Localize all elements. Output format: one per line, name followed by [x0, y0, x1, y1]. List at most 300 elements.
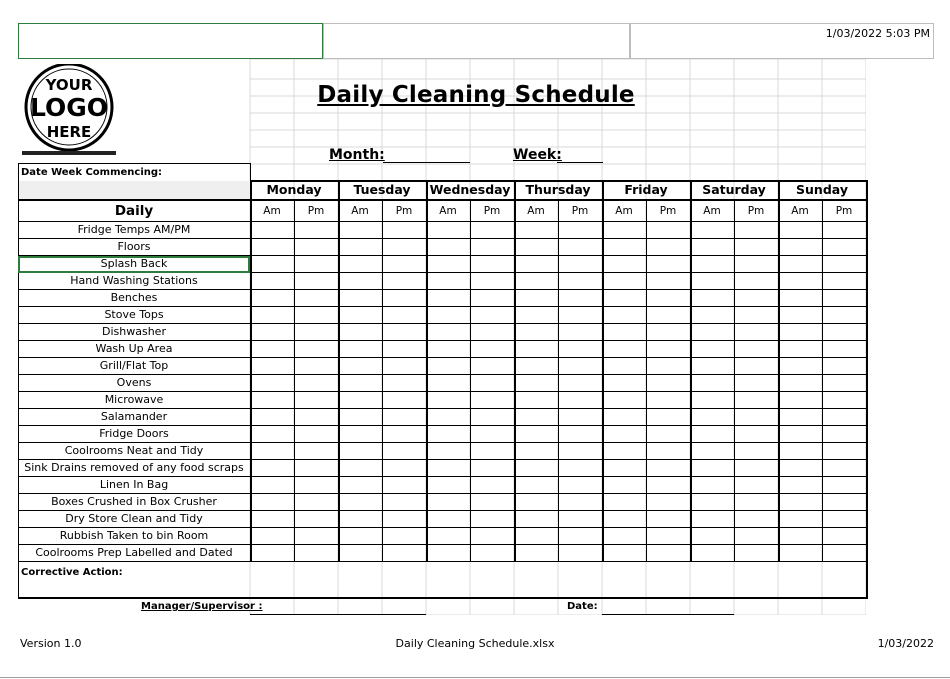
check-cell[interactable]	[559, 545, 602, 561]
check-cell[interactable]	[383, 477, 426, 493]
check-cell[interactable]	[691, 358, 734, 374]
check-cell[interactable]	[647, 324, 690, 340]
check-cell[interactable]	[647, 273, 690, 289]
check-cell[interactable]	[647, 528, 690, 544]
check-cell[interactable]	[779, 392, 822, 408]
check-cell[interactable]	[735, 273, 778, 289]
task-label: Rubbish Taken to bin Room	[59, 529, 209, 542]
check-cell[interactable]	[603, 443, 646, 459]
check-cell[interactable]	[427, 494, 470, 510]
check-cell[interactable]	[515, 392, 558, 408]
check-cell[interactable]	[779, 307, 822, 323]
check-cell[interactable]	[471, 511, 514, 527]
check-cell[interactable]	[295, 222, 338, 238]
check-cell[interactable]	[295, 290, 338, 306]
check-cell[interactable]	[515, 358, 558, 374]
check-cell[interactable]	[603, 222, 646, 238]
check-cell[interactable]	[383, 426, 426, 442]
check-cell[interactable]	[779, 256, 822, 272]
header-cell-center[interactable]	[323, 23, 630, 59]
check-cell[interactable]	[339, 290, 382, 306]
check-cell[interactable]	[735, 409, 778, 425]
check-cell[interactable]	[691, 375, 734, 391]
check-cell[interactable]	[691, 511, 734, 527]
dwc-left-border	[18, 163, 19, 199]
check-cell[interactable]	[691, 409, 734, 425]
check-cell[interactable]	[647, 239, 690, 255]
check-cell[interactable]	[383, 273, 426, 289]
check-cell[interactable]	[471, 290, 514, 306]
check-cell[interactable]	[383, 290, 426, 306]
check-cell[interactable]	[251, 290, 294, 306]
check-cell[interactable]	[691, 392, 734, 408]
check-cell[interactable]	[471, 375, 514, 391]
check-cell[interactable]	[471, 477, 514, 493]
check-cell[interactable]	[383, 545, 426, 561]
check-cell[interactable]	[647, 477, 690, 493]
check-cell[interactable]	[471, 545, 514, 561]
check-cell[interactable]	[823, 545, 866, 561]
check-cell[interactable]	[383, 511, 426, 527]
check-cell[interactable]	[471, 324, 514, 340]
check-cell[interactable]	[735, 528, 778, 544]
check-cell[interactable]	[779, 545, 822, 561]
check-cell[interactable]	[251, 443, 294, 459]
check-cell[interactable]	[735, 341, 778, 357]
check-cell[interactable]	[603, 256, 646, 272]
check-cell[interactable]	[735, 545, 778, 561]
check-cell[interactable]	[603, 511, 646, 527]
check-cell[interactable]	[603, 545, 646, 561]
check-cell[interactable]	[779, 409, 822, 425]
check-cell[interactable]	[427, 239, 470, 255]
check-cell[interactable]	[383, 528, 426, 544]
check-cell[interactable]	[691, 341, 734, 357]
check-cell[interactable]	[735, 290, 778, 306]
check-cell[interactable]	[823, 324, 866, 340]
check-cell[interactable]	[295, 307, 338, 323]
check-cell[interactable]	[559, 256, 602, 272]
check-cell[interactable]	[691, 273, 734, 289]
check-cell[interactable]	[471, 426, 514, 442]
check-cell[interactable]	[471, 460, 514, 476]
check-cell[interactable]	[339, 256, 382, 272]
check-cell[interactable]	[691, 256, 734, 272]
check-cell[interactable]	[603, 392, 646, 408]
check-cell[interactable]	[559, 324, 602, 340]
check-cell[interactable]	[559, 392, 602, 408]
check-cell[interactable]	[427, 222, 470, 238]
check-cell[interactable]	[251, 426, 294, 442]
check-cell[interactable]	[251, 239, 294, 255]
check-cell[interactable]	[779, 528, 822, 544]
check-cell[interactable]	[251, 358, 294, 374]
check-cell[interactable]	[427, 256, 470, 272]
header-cell-left[interactable]	[18, 23, 323, 59]
check-cell[interactable]	[251, 222, 294, 238]
check-cell[interactable]	[339, 545, 382, 561]
check-cell[interactable]	[735, 256, 778, 272]
date-signature-field[interactable]	[602, 599, 734, 614]
check-cell[interactable]	[515, 324, 558, 340]
check-cell[interactable]	[339, 392, 382, 408]
pm-header: Pm	[659, 205, 677, 217]
check-cell[interactable]	[735, 494, 778, 510]
check-cell[interactable]	[559, 341, 602, 357]
check-cell[interactable]	[823, 307, 866, 323]
check-cell[interactable]	[603, 528, 646, 544]
check-cell[interactable]	[295, 256, 338, 272]
check-cell[interactable]	[691, 307, 734, 323]
check-cell[interactable]	[251, 273, 294, 289]
check-cell[interactable]	[427, 341, 470, 357]
check-cell[interactable]	[647, 443, 690, 459]
check-cell[interactable]	[251, 392, 294, 408]
check-cell[interactable]	[603, 273, 646, 289]
check-cell[interactable]	[471, 307, 514, 323]
check-cell[interactable]	[823, 392, 866, 408]
task-label: Sink Drains removed of any food scraps	[24, 461, 244, 474]
corrective-action-field[interactable]	[19, 562, 865, 597]
check-cell[interactable]	[339, 341, 382, 357]
check-cell[interactable]	[779, 443, 822, 459]
check-cell[interactable]	[427, 358, 470, 374]
check-cell[interactable]	[647, 341, 690, 357]
check-cell[interactable]	[515, 511, 558, 527]
check-cell[interactable]	[735, 307, 778, 323]
check-cell[interactable]	[515, 239, 558, 255]
check-cell[interactable]	[383, 324, 426, 340]
check-cell[interactable]	[383, 341, 426, 357]
check-cell[interactable]	[779, 426, 822, 442]
week-label: Week:	[513, 147, 562, 163]
check-cell[interactable]	[603, 324, 646, 340]
check-cell[interactable]	[735, 392, 778, 408]
check-cell[interactable]	[471, 341, 514, 357]
check-cell[interactable]	[603, 409, 646, 425]
check-cell[interactable]	[471, 392, 514, 408]
check-cell[interactable]	[559, 409, 602, 425]
check-cell[interactable]	[823, 494, 866, 510]
check-cell[interactable]	[339, 460, 382, 476]
check-cell[interactable]	[427, 528, 470, 544]
check-cell[interactable]	[339, 273, 382, 289]
check-cell[interactable]	[339, 426, 382, 442]
check-cell[interactable]	[559, 528, 602, 544]
check-cell[interactable]	[603, 358, 646, 374]
check-cell[interactable]	[823, 239, 866, 255]
check-cell[interactable]	[603, 460, 646, 476]
check-cell[interactable]	[559, 375, 602, 391]
check-cell[interactable]	[779, 511, 822, 527]
check-cell[interactable]	[515, 290, 558, 306]
check-cell[interactable]	[559, 494, 602, 510]
check-cell[interactable]	[647, 545, 690, 561]
check-cell[interactable]	[295, 494, 338, 510]
check-cell[interactable]	[559, 290, 602, 306]
check-cell[interactable]	[251, 375, 294, 391]
check-cell[interactable]	[735, 222, 778, 238]
check-cell[interactable]	[295, 443, 338, 459]
check-cell[interactable]	[339, 511, 382, 527]
check-cell[interactable]	[295, 341, 338, 357]
check-cell[interactable]	[691, 494, 734, 510]
check-cell[interactable]	[779, 494, 822, 510]
check-cell[interactable]	[779, 222, 822, 238]
check-cell[interactable]	[383, 409, 426, 425]
check-cell[interactable]	[515, 307, 558, 323]
check-cell[interactable]	[515, 545, 558, 561]
check-cell[interactable]	[647, 409, 690, 425]
check-cell[interactable]	[295, 528, 338, 544]
check-cell[interactable]	[559, 239, 602, 255]
check-cell[interactable]	[603, 494, 646, 510]
pm-header: Pm	[483, 205, 501, 217]
check-cell[interactable]	[735, 511, 778, 527]
check-cell[interactable]	[427, 545, 470, 561]
check-cell[interactable]	[691, 239, 734, 255]
check-cell[interactable]	[779, 375, 822, 391]
check-cell[interactable]	[295, 392, 338, 408]
check-cell[interactable]	[647, 494, 690, 510]
check-cell[interactable]	[603, 239, 646, 255]
check-cell[interactable]	[383, 494, 426, 510]
check-cell[interactable]	[339, 528, 382, 544]
check-cell[interactable]	[647, 460, 690, 476]
check-cell[interactable]	[471, 443, 514, 459]
week-field[interactable]	[557, 148, 603, 163]
check-cell[interactable]	[779, 460, 822, 476]
check-cell[interactable]	[427, 307, 470, 323]
check-cell[interactable]	[647, 375, 690, 391]
check-cell[interactable]	[339, 358, 382, 374]
selected-cell[interactable]	[18, 256, 250, 273]
check-cell[interactable]	[647, 358, 690, 374]
check-cell[interactable]	[779, 477, 822, 493]
check-cell[interactable]	[691, 426, 734, 442]
task-label: Grill/Flat Top	[99, 359, 169, 372]
check-cell[interactable]	[339, 222, 382, 238]
check-cell[interactable]	[339, 494, 382, 510]
check-cell[interactable]	[603, 426, 646, 442]
check-cell[interactable]	[735, 324, 778, 340]
check-cell[interactable]	[251, 511, 294, 527]
check-cell[interactable]	[647, 307, 690, 323]
check-cell[interactable]	[427, 426, 470, 442]
check-cell[interactable]	[251, 324, 294, 340]
check-cell[interactable]	[515, 528, 558, 544]
check-cell[interactable]	[603, 341, 646, 357]
check-cell[interactable]	[559, 460, 602, 476]
check-cell[interactable]	[603, 477, 646, 493]
check-cell[interactable]	[383, 307, 426, 323]
check-cell[interactable]	[427, 409, 470, 425]
check-cell[interactable]	[339, 375, 382, 391]
check-cell[interactable]	[427, 273, 470, 289]
page-title: Daily Cleaning Schedule	[317, 82, 635, 108]
check-cell[interactable]	[559, 273, 602, 289]
check-cell[interactable]	[339, 477, 382, 493]
check-cell[interactable]	[383, 375, 426, 391]
check-cell[interactable]	[471, 358, 514, 374]
check-cell[interactable]	[295, 375, 338, 391]
check-cell[interactable]	[823, 511, 866, 527]
check-cell[interactable]	[691, 443, 734, 459]
check-cell[interactable]	[515, 477, 558, 493]
check-cell[interactable]	[427, 460, 470, 476]
check-cell[interactable]	[647, 290, 690, 306]
check-cell[interactable]	[515, 341, 558, 357]
check-cell[interactable]	[691, 528, 734, 544]
check-cell[interactable]	[647, 426, 690, 442]
check-cell[interactable]	[339, 239, 382, 255]
check-cell[interactable]	[735, 477, 778, 493]
check-cell[interactable]	[383, 222, 426, 238]
check-cell[interactable]	[339, 409, 382, 425]
check-cell[interactable]	[427, 392, 470, 408]
check-cell[interactable]	[735, 239, 778, 255]
check-cell[interactable]	[779, 324, 822, 340]
check-cell[interactable]	[471, 409, 514, 425]
check-cell[interactable]	[295, 426, 338, 442]
check-cell[interactable]	[251, 307, 294, 323]
check-cell[interactable]	[295, 409, 338, 425]
check-cell[interactable]	[823, 256, 866, 272]
check-cell[interactable]	[735, 443, 778, 459]
check-cell[interactable]	[295, 545, 338, 561]
check-cell[interactable]	[559, 443, 602, 459]
check-cell[interactable]	[691, 324, 734, 340]
check-cell[interactable]	[515, 222, 558, 238]
check-cell[interactable]	[339, 307, 382, 323]
check-cell[interactable]	[735, 460, 778, 476]
manager-signature-field[interactable]	[250, 599, 426, 614]
check-cell[interactable]	[779, 358, 822, 374]
check-cell[interactable]	[383, 443, 426, 459]
check-cell[interactable]	[471, 494, 514, 510]
check-cell[interactable]	[295, 273, 338, 289]
check-cell[interactable]	[251, 477, 294, 493]
check-cell[interactable]	[823, 409, 866, 425]
check-cell[interactable]	[691, 290, 734, 306]
check-cell[interactable]	[383, 256, 426, 272]
check-cell[interactable]	[295, 324, 338, 340]
check-cell[interactable]	[251, 460, 294, 476]
check-cell[interactable]	[823, 341, 866, 357]
check-cell[interactable]	[515, 273, 558, 289]
check-cell[interactable]	[647, 222, 690, 238]
check-cell[interactable]	[823, 528, 866, 544]
month-field[interactable]	[383, 148, 470, 163]
check-cell[interactable]	[823, 375, 866, 391]
check-cell[interactable]	[383, 392, 426, 408]
check-cell[interactable]	[383, 239, 426, 255]
check-cell[interactable]	[427, 324, 470, 340]
check-cell[interactable]	[779, 273, 822, 289]
check-cell[interactable]	[515, 494, 558, 510]
check-cell[interactable]	[427, 511, 470, 527]
check-cell[interactable]	[515, 375, 558, 391]
check-cell[interactable]	[559, 511, 602, 527]
check-cell[interactable]	[823, 460, 866, 476]
check-cell[interactable]	[823, 477, 866, 493]
check-cell[interactable]	[823, 222, 866, 238]
check-cell[interactable]	[515, 443, 558, 459]
check-cell[interactable]	[251, 341, 294, 357]
check-cell[interactable]	[515, 426, 558, 442]
check-cell[interactable]	[295, 477, 338, 493]
check-cell[interactable]	[691, 477, 734, 493]
check-cell[interactable]	[603, 307, 646, 323]
check-cell[interactable]	[515, 256, 558, 272]
check-cell[interactable]	[735, 426, 778, 442]
check-cell[interactable]	[515, 409, 558, 425]
check-cell[interactable]	[339, 443, 382, 459]
check-cell[interactable]	[295, 460, 338, 476]
check-cell[interactable]	[779, 341, 822, 357]
check-cell[interactable]	[691, 222, 734, 238]
check-cell[interactable]	[427, 375, 470, 391]
check-cell[interactable]	[427, 290, 470, 306]
check-cell[interactable]	[427, 443, 470, 459]
check-cell[interactable]	[251, 256, 294, 272]
check-cell[interactable]	[823, 426, 866, 442]
check-cell[interactable]	[735, 375, 778, 391]
check-cell[interactable]	[603, 290, 646, 306]
check-cell[interactable]	[559, 477, 602, 493]
check-cell[interactable]	[647, 392, 690, 408]
check-cell[interactable]	[383, 358, 426, 374]
check-cell[interactable]	[735, 358, 778, 374]
check-cell[interactable]	[339, 324, 382, 340]
check-cell[interactable]	[559, 222, 602, 238]
check-cell[interactable]	[251, 409, 294, 425]
check-cell[interactable]	[691, 545, 734, 561]
check-cell[interactable]	[559, 307, 602, 323]
am-header: Am	[527, 205, 545, 217]
check-cell[interactable]	[823, 290, 866, 306]
check-cell[interactable]	[603, 375, 646, 391]
check-cell[interactable]	[383, 460, 426, 476]
check-cell[interactable]	[295, 239, 338, 255]
check-cell[interactable]	[471, 528, 514, 544]
check-cell[interactable]	[295, 511, 338, 527]
header-cell-right[interactable]	[630, 23, 934, 59]
check-cell[interactable]	[823, 273, 866, 289]
check-cell[interactable]	[823, 443, 866, 459]
check-cell[interactable]	[251, 545, 294, 561]
check-cell[interactable]	[779, 290, 822, 306]
check-cell[interactable]	[691, 460, 734, 476]
check-cell[interactable]	[427, 477, 470, 493]
check-cell[interactable]	[251, 494, 294, 510]
check-cell[interactable]	[471, 256, 514, 272]
check-cell[interactable]	[471, 222, 514, 238]
check-cell[interactable]	[515, 460, 558, 476]
check-cell[interactable]	[295, 358, 338, 374]
check-cell[interactable]	[823, 358, 866, 374]
check-cell[interactable]	[559, 426, 602, 442]
check-cell[interactable]	[251, 528, 294, 544]
check-cell[interactable]	[779, 239, 822, 255]
manager-supervisor-label: Manager/Supervisor :	[141, 601, 263, 612]
check-cell[interactable]	[559, 358, 602, 374]
date-week-commencing-field[interactable]	[19, 181, 250, 200]
check-cell[interactable]	[471, 273, 514, 289]
check-cell[interactable]	[647, 256, 690, 272]
check-cell[interactable]	[647, 511, 690, 527]
check-cell[interactable]	[471, 239, 514, 255]
